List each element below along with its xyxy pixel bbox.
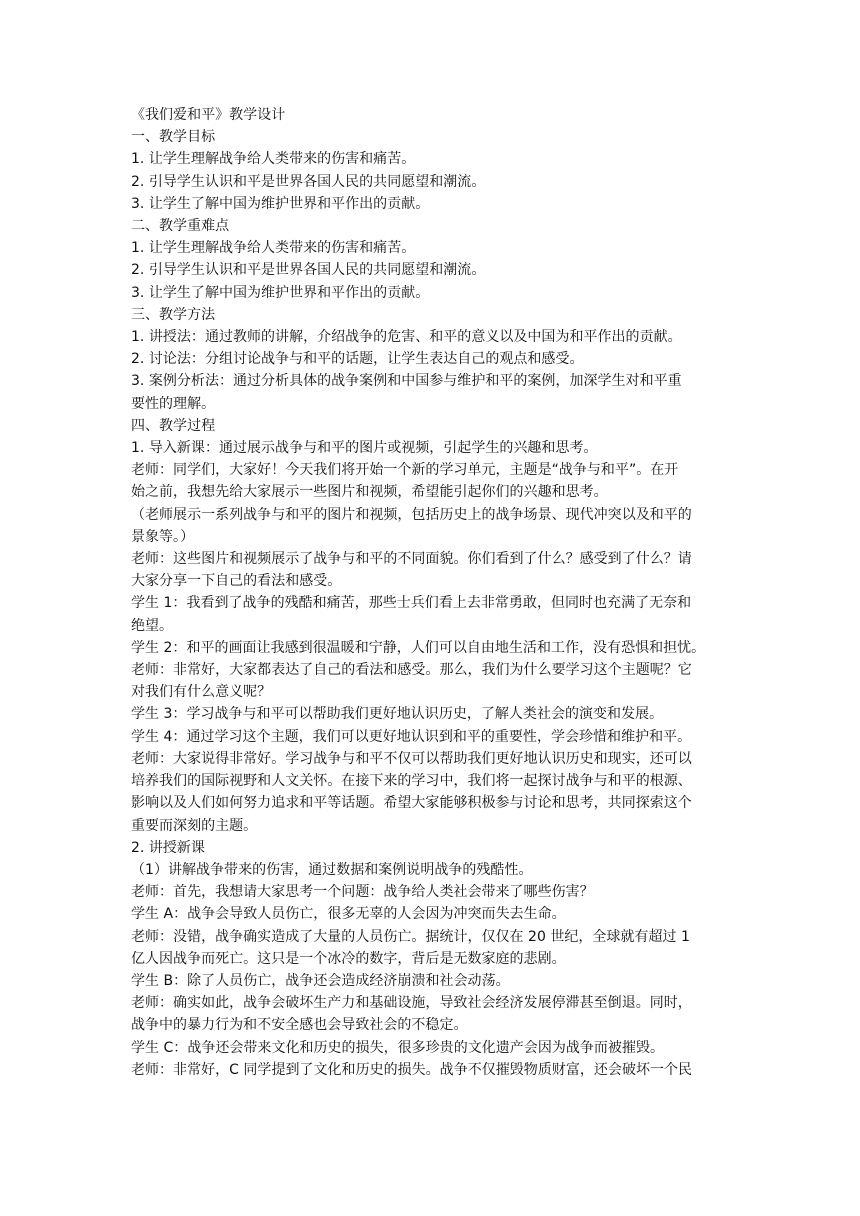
text-line: 学生 B：除了人员伤亡，战争还会造成经济崩溃和社会动荡。 <box>131 972 510 989</box>
text-line: 学生 C：战争还会带来文化和历史的损失，很多珍贵的文化遗产会因为战争而被摧毁。 <box>131 1039 665 1056</box>
text-line: 老师：首先，我想请大家思考一个问题：战争给人类社会带来了哪些伤害？ <box>131 884 594 901</box>
text-line: 要性的理解。 <box>131 395 216 412</box>
text-line: 3. 让学生了解中国为维护世界和平作出的贡献。 <box>131 195 430 212</box>
text-line: 学生 3：学习战争与和平可以帮助我们更好地认识历史，了解人类社会的演变和发展。 <box>131 706 664 723</box>
text-line: 老师：确实如此，战争会破坏生产力和基础设施，导致社会经济发展停滞甚至倒退。同时， <box>131 995 692 1012</box>
text-line: 始之前，我想先给大家展示一些图片和视频，希望能引起你们的兴趣和思考。 <box>131 484 608 501</box>
text-line: 重要而深刻的主题。 <box>131 817 258 834</box>
text-line: 2. 讨论法：分组讨论战争与和平的话题，让学生表达自己的观点和感受。 <box>131 351 584 368</box>
text-line: 老师：非常好，大家都表达了自己的看法和感受。那么，我们为什么要学习这个主题呢？它 <box>131 662 692 679</box>
text-line: （老师展示一系列战争与和平的图片和视频，包括历史上的战争场景、现代冲突以及和平的 <box>131 506 692 523</box>
text-line: 大家分享一下自己的看法和感受。 <box>131 573 342 590</box>
text-line: 老师：这些图片和视频展示了战争与和平的不同面貌。你们看到了什么？感受到了什么？请 <box>131 551 692 568</box>
text-line: 亿人因战争而死亡。这只是一个冰冷的数字，背后是无数家庭的悲剧。 <box>131 950 566 967</box>
text-line: 1. 讲授法：通过教师的讲解，介绍战争的危害、和平的意义以及中国为和平作出的贡献。 <box>131 329 682 346</box>
text-line: 培养我们的国际视野和人文关怀。在接下来的学习中，我们将一起探讨战争与和平的根源、 <box>131 773 692 790</box>
section-heading: 二、教学重难点 <box>131 218 230 235</box>
text-line: 景象等。） <box>131 528 195 545</box>
document-body <box>131 104 735 1081</box>
text-line: 战争中的暴力行为和不安全感也会导致社会的不稳定。 <box>131 1017 468 1034</box>
text-line: 老师：大家说得非常好。学习战争与和平不仅可以帮助我们更好地认识历史和现实，还可以 <box>131 750 692 767</box>
text-line: 老师：同学们，大家好！今天我们将开始一个新的学习单元，主题是“战争与和平”。在开 <box>131 462 679 479</box>
text-line: 1. 导入新课：通过展示战争与和平的图片或视频，引起学生的兴趣和思考。 <box>131 440 598 457</box>
text-line: 2. 引导学生认识和平是世界各国人民的共同愿望和潮流。 <box>131 262 486 279</box>
text-line: 绝望。 <box>131 617 174 634</box>
section-heading: 三、教学方法 <box>131 306 216 323</box>
text-line: 学生 2：和平的画面让我感到很温暖和宁静，人们可以自由地生活和工作，没有恐惧和担忧。 <box>131 639 706 656</box>
text-line: 1. 让学生理解战争给人类带来的伤害和痛苦。 <box>131 151 416 168</box>
text-line: 老师：非常好，C 同学提到了文化和历史的损失。战争不仅摧毁物质财富，还会破坏一个民 <box>131 1061 693 1078</box>
text-line: 3. 案例分析法：通过分析具体的战争案例和中国参与维护和平的案例，加深学生对和平重 <box>131 373 682 390</box>
document-title: 《我们爱和平》教学设计 <box>131 107 286 123</box>
text-line: 2. 引导学生认识和平是世界各国人民的共同愿望和潮流。 <box>131 173 486 190</box>
text-line: 1. 让学生理解战争给人类带来的伤害和痛苦。 <box>131 240 416 257</box>
text-line: 学生 4：通过学习这个主题，我们可以更好地认识到和平的重要性，学会珍惜和维护和平。 <box>131 728 692 745</box>
text-line: 对我们有什么意义呢？ <box>131 684 272 701</box>
text-line: （1）讲解战争带来的伤害，通过数据和案例说明战争的残酷性。 <box>131 861 533 878</box>
section-heading: 一、教学目标 <box>131 129 216 146</box>
text-line: 老师：没错，战争确实造成了大量的人员伤亡。据统计，仅仅在 20 世纪，全球就有超过 1 <box>131 928 690 945</box>
text-line: 学生 1：我看到了战争的残酷和痛苦，那些士兵们看上去非常勇敢，但同时也充满了无奈和 <box>131 595 692 612</box>
text-line: 2. 讲授新课 <box>131 839 205 856</box>
text-line: 影响以及人们如何努力追求和平等话题。希望大家能够积极参与讨论和思考，共同探索这个 <box>131 795 692 812</box>
text-line: 3. 让学生了解中国为维护世界和平作出的贡献。 <box>131 284 430 301</box>
text-line: 学生 A：战争会导致人员伤亡，很多无辜的人会因为冲突而失去生命。 <box>131 906 566 923</box>
section-heading: 四、教学过程 <box>131 417 216 434</box>
